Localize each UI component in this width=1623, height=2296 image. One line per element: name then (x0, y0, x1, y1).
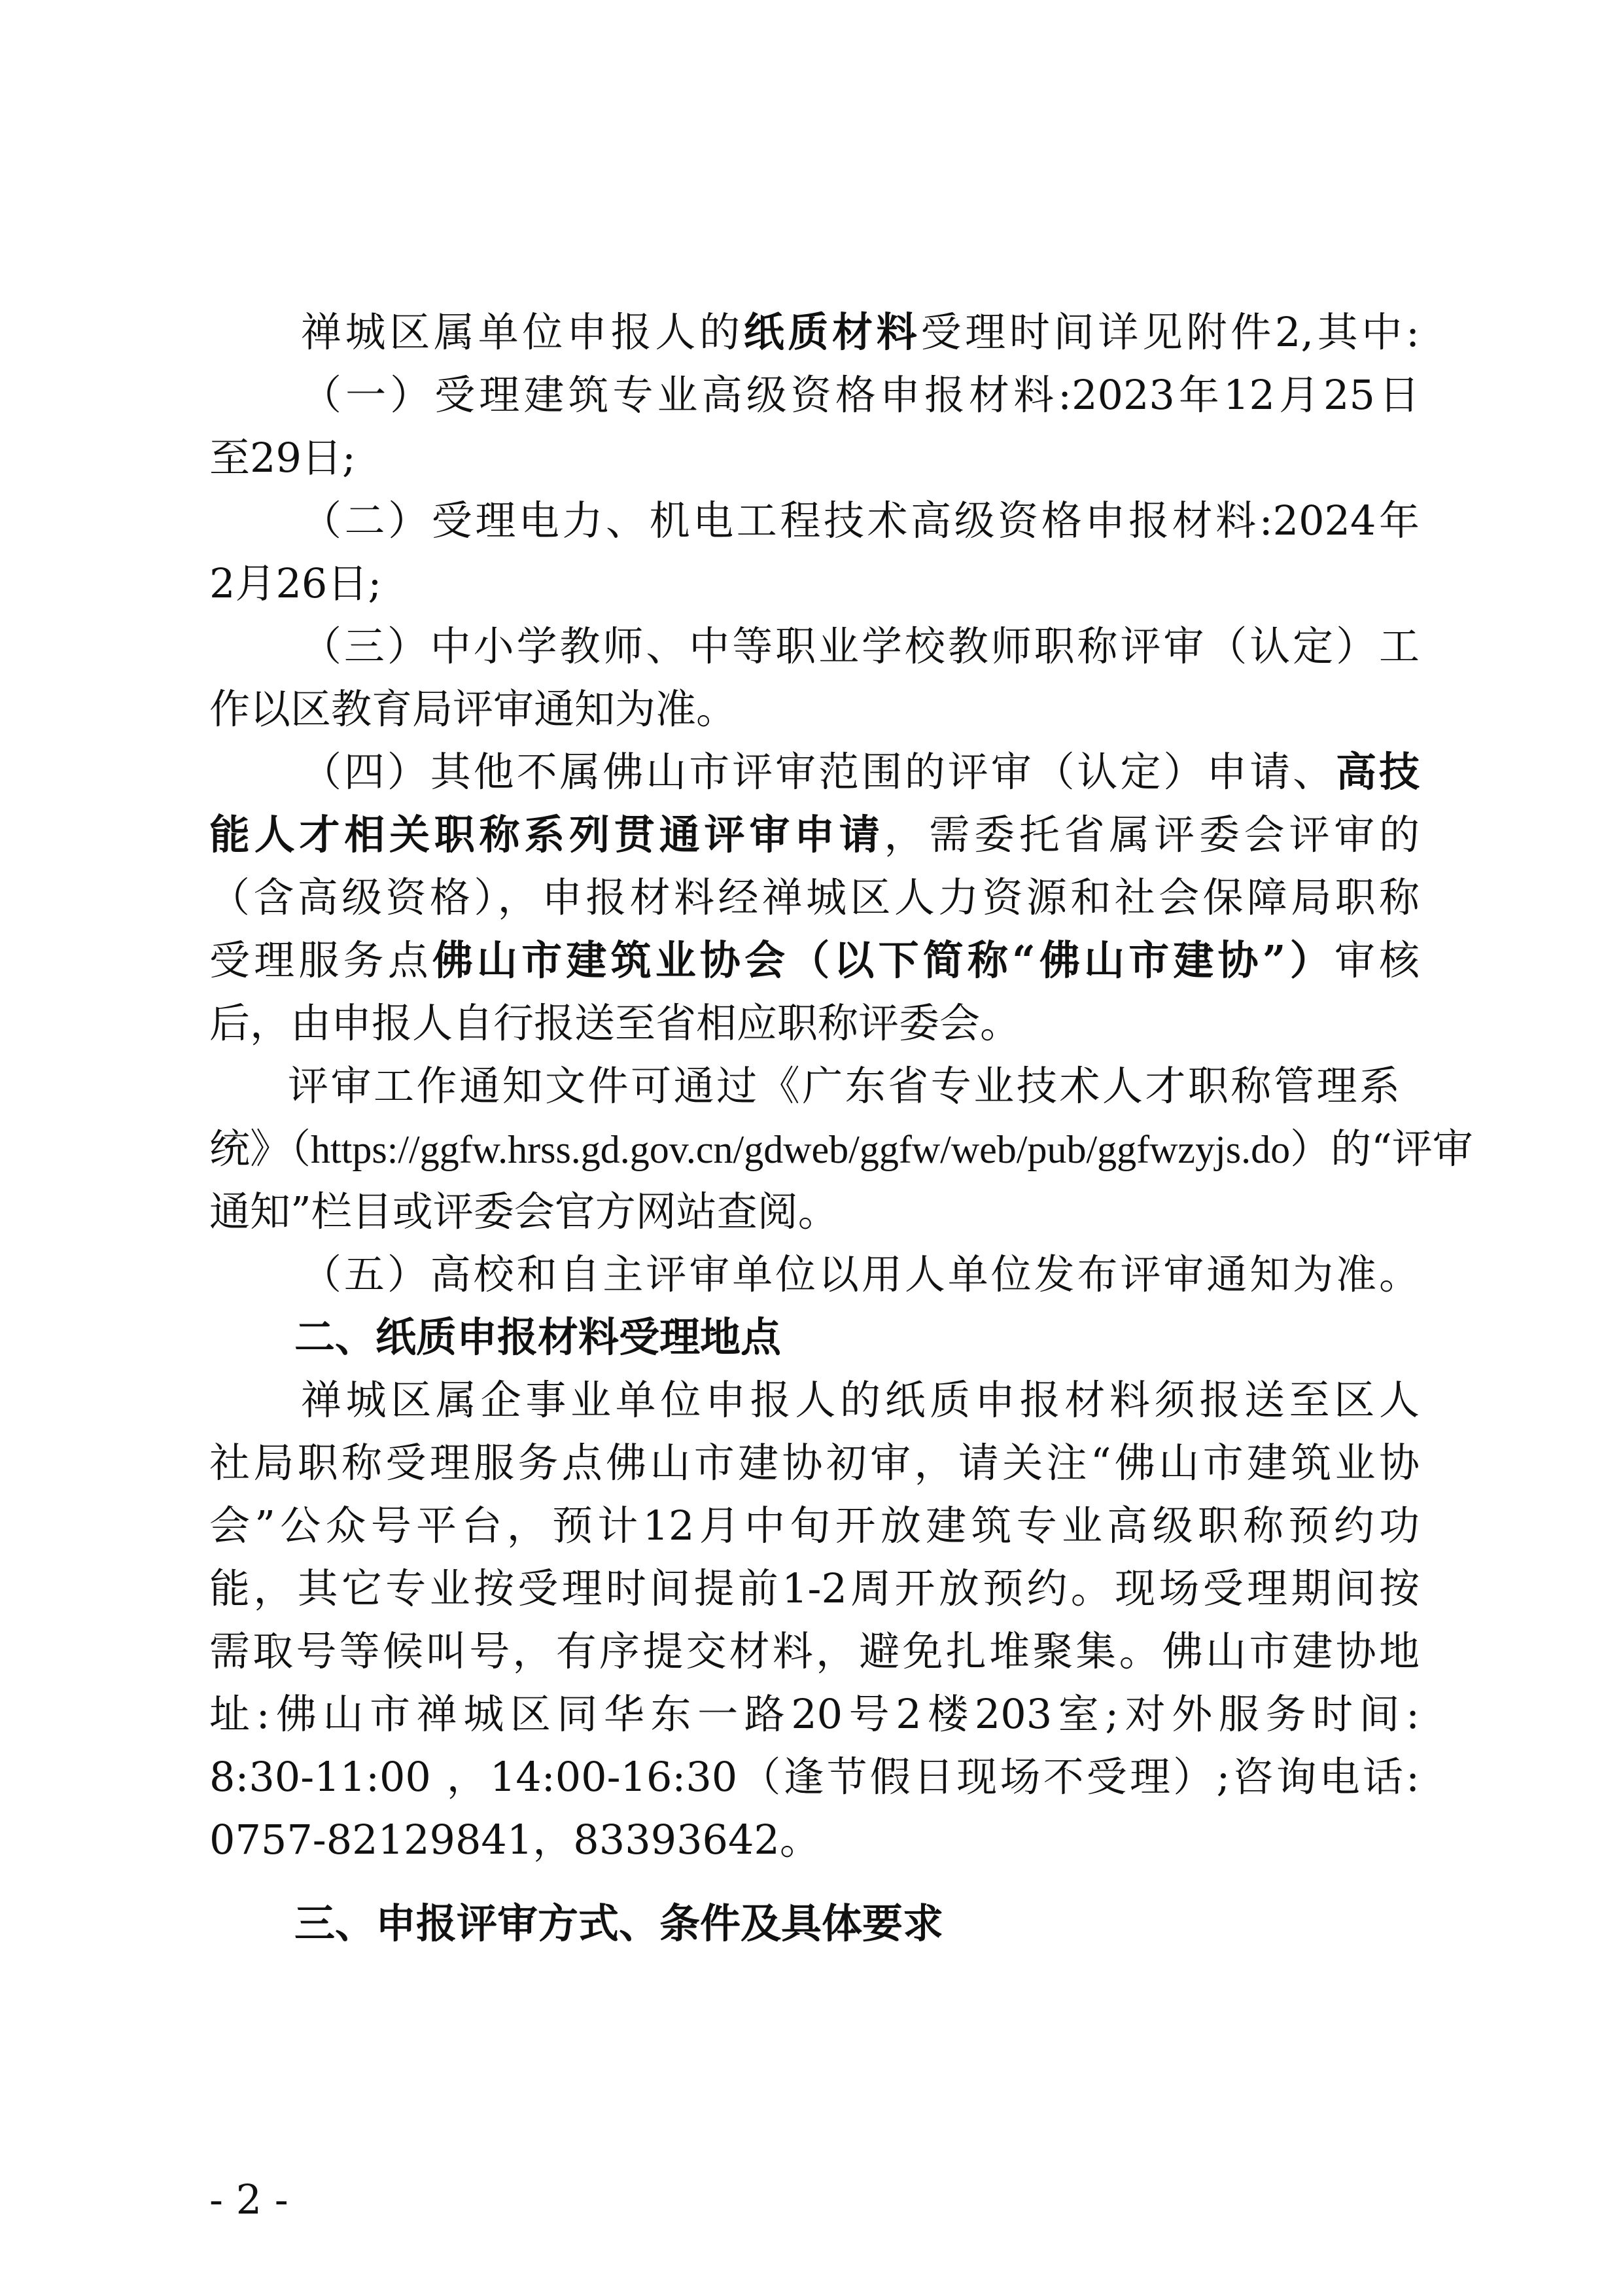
section-2-heading: 二、纸质申报材料受理地点 (294, 1313, 782, 1361)
text-span: 统》（ (209, 1125, 311, 1173)
text-span: ）的“评审 (1290, 1125, 1473, 1173)
section-2-line: 8:30-11:00 ，14:00-16:30（逢节假日现场不受理）;咨询电话: (209, 1753, 1420, 1801)
notice-line-3: 通知”栏目或评委会官方网站查阅。 (209, 1188, 839, 1235)
section-2-line: 会”公众号平台，预计12月中旬开放建筑专业高级职称预约功 (209, 1502, 1420, 1549)
section-2-line: 址:佛山市禅城区同华东一路20号2楼203室;对外服务时间: (209, 1690, 1420, 1738)
bold-text: 纸质材料 (743, 308, 921, 356)
section-2-line: 能，其它专业按受理时间提前1-2周开放预约。现场受理期间按 (209, 1564, 1420, 1612)
bold-text: 佛山市建筑业协会（以下简称“佛山市建协”） (432, 936, 1335, 984)
bold-text: 能人才相关职称系列贯通评审申请 (209, 811, 884, 858)
page-number: - 2 - (209, 2176, 288, 2223)
text-span: 审核 (1334, 936, 1420, 984)
item-4-line-4 (209, 934, 1420, 987)
item-4-line-1 (301, 746, 1420, 798)
item-2-line-1: （二）受理电力、机电工程技术高级资格申报材料:2024年 (301, 497, 1420, 544)
item-1-line-2: 至29日; (209, 434, 356, 482)
item-5-line: （五）高校和自主评审单位以用人单位发布评审通知为准。 (301, 1250, 1420, 1298)
paragraph-line (301, 306, 1420, 359)
text-span: 受理时间详见附件2,其中: (920, 308, 1420, 356)
text-span: 受理服务点 (209, 936, 432, 984)
text-span: （四）其他不属佛山市评审范围的评审（认定）申请、 (301, 748, 1336, 796)
item-3-line-1: （三）中小学教师、中等职业学校教师职称评审（认定）工 (301, 622, 1420, 670)
item-1-line-1: （一）受理建筑专业高级资格申报材料:2023年12月25日 (301, 371, 1420, 419)
text-span: ，需委托省属评委会评审的 (884, 811, 1420, 858)
item-2-line-2: 2月26日; (209, 559, 382, 607)
section-3-heading: 三、申报评审方式、条件及具体要求 (294, 1899, 944, 1947)
notice-line-1: 评审工作通知文件可通过《广东省专业技术人才职称管理系 (288, 1062, 1400, 1110)
item-4-line-2 (209, 809, 1420, 861)
item-3-line-2: 作以区教育局评审通知为准。 (209, 685, 737, 733)
bold-text: 高技 (1336, 748, 1420, 796)
section-2-line: 社局职称受理服务点佛山市建协初审，请关注“佛山市建筑业协 (209, 1439, 1420, 1487)
section-2-line: 0757-82129841，83393642。 (209, 1816, 820, 1863)
item-4-line-3: （含高级资格），申报材料经禅城区人力资源和社会保障局职称 (209, 874, 1420, 921)
section-2-line: 禅城区属企事业单位申报人的纸质申报材料须报送至区人 (301, 1376, 1420, 1424)
system-url-link[interactable]: https://ggfw.hrss.gd.gov.cn/gdweb/ggfw/web/pub/ggfwzyjs.do (311, 1128, 1291, 1171)
notice-line-2 (209, 1123, 1473, 1176)
item-4-line-5: 后，由申报人自行报送至省相应职称评委会。 (209, 999, 1021, 1047)
section-2-line: 需取号等候叫号，有序提交材料，避免扎堆聚集。佛山市建协地 (209, 1627, 1420, 1675)
text-span: 禅城区属单位申报人的 (301, 308, 744, 356)
